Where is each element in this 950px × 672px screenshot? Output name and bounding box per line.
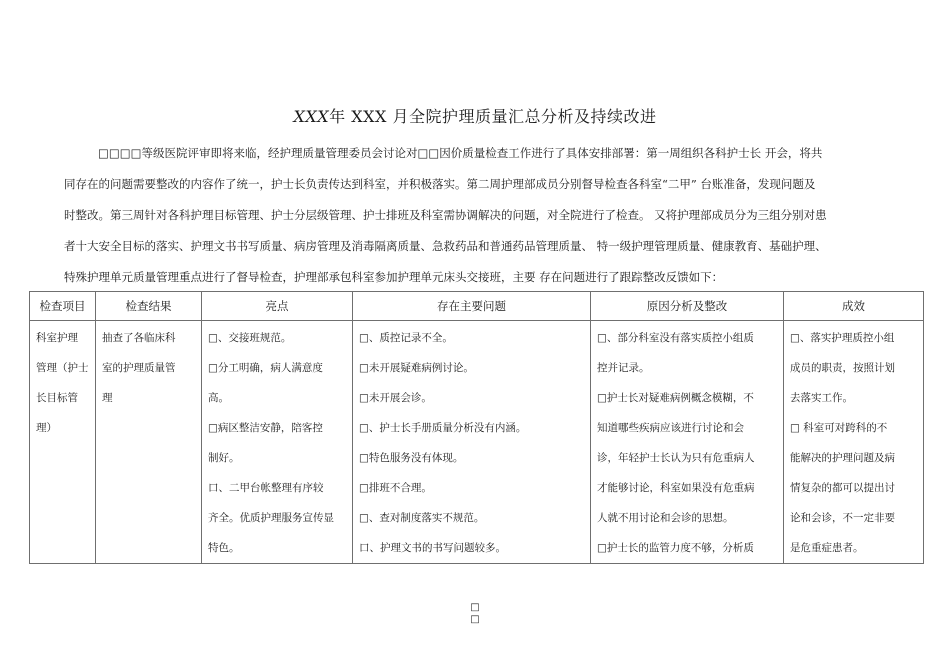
cell-line: □ 科室可对跨科的不 bbox=[790, 422, 888, 434]
cell-line: 去落实工作。 bbox=[790, 392, 853, 404]
intro-line: 者十大安全目标的落实、护理文书书写质量、病房管理及消毒隔离质量、急救药品和普通药品管理质量、 特一级护理管理质量、健康教育、基础护理、 bbox=[64, 239, 827, 253]
cell-line: 科室护理 bbox=[36, 332, 78, 344]
document-title bbox=[0, 104, 950, 127]
cell-line: □排班不合理。 bbox=[359, 482, 432, 494]
cell-results bbox=[784, 321, 924, 564]
cell-line: 齐全。优质护理服务宣传显 bbox=[208, 512, 334, 524]
title-text: 年 XXX 月全院护理质量汇总分析及持续改进 bbox=[329, 107, 657, 126]
cell-line: 长目标管 bbox=[36, 392, 78, 404]
cell-line: □、查对制度落实不规范。 bbox=[359, 512, 485, 524]
footer-mark: □ bbox=[470, 602, 480, 613]
cell-line: □特色服务没有体现。 bbox=[359, 452, 464, 464]
cell-line: □未开展疑难病例讨论。 bbox=[359, 362, 474, 374]
cell-line: 是危重症患者。 bbox=[790, 542, 864, 554]
header-cause-analysis: 原因分析及整改 bbox=[591, 292, 784, 321]
quality-table bbox=[29, 291, 924, 564]
cell-line: 口、护理文书的书写问题较多。 bbox=[359, 542, 506, 554]
cell-line: □、护士长手册质量分析没有内涵。 bbox=[359, 422, 527, 434]
cell-line: □护士长的监管力度不够，分析质 bbox=[597, 542, 754, 554]
cell-line: 情复杂的都可以提出讨 bbox=[790, 482, 895, 494]
intro-line: 时整改。第三周针对各科护理目标管理、护士分层级管理、护士排班及科室需协调解决的问题，对全院进行了检查。 又将护理部成员分为三组分别对患 bbox=[64, 208, 827, 222]
cell-line: 理） bbox=[36, 422, 57, 434]
cell-line: □分工明确，病人满意度 bbox=[208, 362, 323, 374]
cell-check-item bbox=[30, 321, 96, 564]
cell-line: □未开展会诊。 bbox=[359, 392, 432, 404]
header-check-result: 检查结果 bbox=[96, 292, 202, 321]
table-row bbox=[30, 321, 924, 564]
footer-mark: □ bbox=[470, 614, 480, 625]
cell-line: □病区整洁安静，陪客控 bbox=[208, 422, 323, 434]
cell-line: 能解决的护理问题及病 bbox=[790, 452, 895, 464]
cell-line: □、部分科室没有落实质控小组质 bbox=[597, 332, 754, 344]
cell-line: 知道哪些疾病应该进行讨论和会 bbox=[597, 422, 744, 434]
cell-line: 人就不用讨论和会诊的思想。 bbox=[597, 512, 734, 524]
intro-line: 同存在的问题需要整改的内容作了统一，护士长负责传达到科室，并积极落实。第二周护理部成员分别督导检查各科室“二甲” 台账准备，发现问题及 bbox=[64, 177, 816, 191]
cell-main-problems bbox=[353, 321, 591, 564]
cell-line: 高。 bbox=[208, 392, 229, 404]
title-prefix: XXX bbox=[293, 107, 330, 126]
header-results: 成效 bbox=[784, 292, 924, 321]
cell-line: 才能够讨论，科室如果没有危重病 bbox=[597, 482, 755, 494]
cell-line: 口、二甲台帐整理有序较 bbox=[208, 482, 324, 494]
cell-line: □、交接班规范。 bbox=[208, 332, 292, 344]
intro-line: □□□□等级医院评审即将来临，经护理质量管理委员会讨论对□□因价质量检查工作进行了具体安排部署：第一周组织各科护士长 开会，将共 bbox=[98, 146, 823, 160]
cell-line: 论和会诊，不一定非要 bbox=[790, 512, 895, 524]
header-highlights: 亮点 bbox=[202, 292, 353, 321]
cell-line: □护士长对疑难病例概念模糊，不 bbox=[597, 392, 754, 404]
table-header-row bbox=[30, 292, 924, 321]
cell-line: 诊，年轻护士长认为只有危重病人 bbox=[597, 452, 755, 464]
cell-line: 控并记录。 bbox=[597, 362, 650, 374]
cell-check-result bbox=[96, 321, 202, 564]
cell-line: 成员的职责，按照计划 bbox=[790, 362, 895, 374]
cell-line: 理 bbox=[102, 392, 113, 404]
header-check-item: 检查项目 bbox=[30, 292, 96, 321]
cell-cause-analysis bbox=[591, 321, 784, 564]
cell-line: 室的护理质量管 bbox=[102, 362, 176, 374]
cell-line: 制好。 bbox=[208, 452, 240, 464]
header-main-problems: 存在主要问题 bbox=[353, 292, 591, 321]
cell-line: □、落实护理质控小组 bbox=[790, 332, 895, 344]
cell-line: 特色。 bbox=[208, 542, 240, 554]
cell-highlights bbox=[202, 321, 353, 564]
intro-paragraph bbox=[64, 138, 924, 293]
cell-line: □、质控记录不全。 bbox=[359, 332, 453, 344]
intro-line: 特殊护理单元质量管理重点进行了督导检查，护理部承包科室参加护理单元床头交接班，主要 存在问题进行了跟踪整改反馈如下： bbox=[64, 270, 724, 284]
cell-line: 管理（护士 bbox=[36, 362, 89, 374]
cell-line: 抽查了各临床科 bbox=[102, 332, 176, 344]
